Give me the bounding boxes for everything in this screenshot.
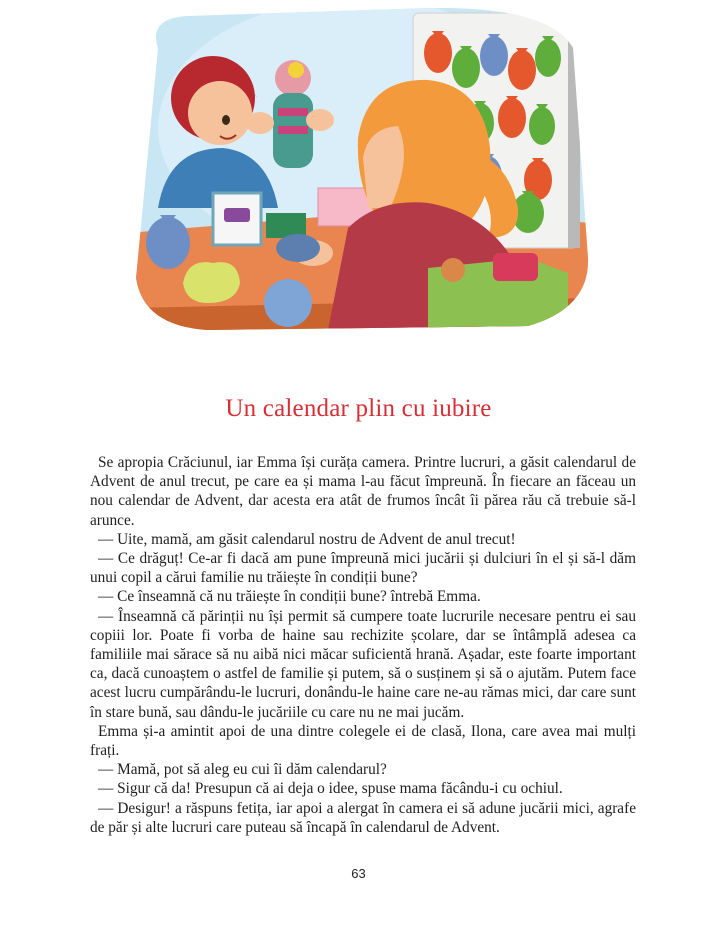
paragraph: Emma și-a amintit apoi de una dintre colegele ei de clasă, Ilona, care avea mai mulți frați. bbox=[90, 722, 636, 760]
story-illustration bbox=[128, 8, 590, 330]
toy-phone bbox=[493, 253, 538, 281]
paragraph: — Uite, mamă, am găsit calendarul nostru de Advent de anul trecut! bbox=[98, 530, 516, 548]
paragraph: Se apropia Crăciunul, iar Emma își curăța camera. Printre lucruri, a găsit calendarul de Advent de anul trecut, pe care ea și mama l-au făcut împreună. În fiecare an făceau un nou calendar de Advent, dar acesta era atât de frumos încât îi părea rău că trebuie să-l arunce. bbox=[90, 454, 636, 529]
paragraph: — Înseamnă că părinții nu își permit să cumpere toate lucrurile necesare pentru ei sau copiii lor. Poate fi vorba de haine sau rechizite școlare, dar se întâmplă adesea ca familiile mai sărace să nu aibă nici măcar suficientă hrană. Așadar, este foarte important ca, dacă cunoaștem o astfel de familie și putem, să o susținem și să o ajutăm. Putem face acest lucru cumpărându-le lucruri, donându-le haine care ne-au rămas mici, dar care sunt în stare bună, sau dându-le jucăriile cu care nu ne mai jucăm. bbox=[90, 607, 636, 721]
page-number: 63 bbox=[351, 866, 366, 881]
paragraph: — Desigur! a răspuns fetița, iar apoi a alergat în camera ei să adune jucării mici, agrafe de păr și alte lucruri care puteau să încapă în calendarul de Advent. bbox=[90, 799, 636, 836]
paragraph: — Ce drăguț! Ce-ar fi dacă am pune împreună mici jucării și dulciuri în el și să-l dăm unui copil a cărui familie nu trăiește în condiții bune? bbox=[90, 550, 636, 587]
toy-figure bbox=[441, 258, 465, 282]
yellow-toy bbox=[183, 262, 240, 303]
dotted-ball bbox=[264, 279, 312, 327]
paragraph: — Mamă, pot să aleg eu cui îi dăm calendarul? bbox=[98, 761, 387, 779]
story-text bbox=[90, 453, 636, 837]
page-title: Un calendar plin cu iubire bbox=[225, 395, 492, 422]
paragraph: — Sigur că da! Presupun că ai deja o idee, spuse mama făcându-i cu ochiul. bbox=[98, 780, 563, 798]
paragraph: — Ce înseamnă că nu trăiește în condiții bune? întrebă Emma. bbox=[98, 588, 481, 606]
